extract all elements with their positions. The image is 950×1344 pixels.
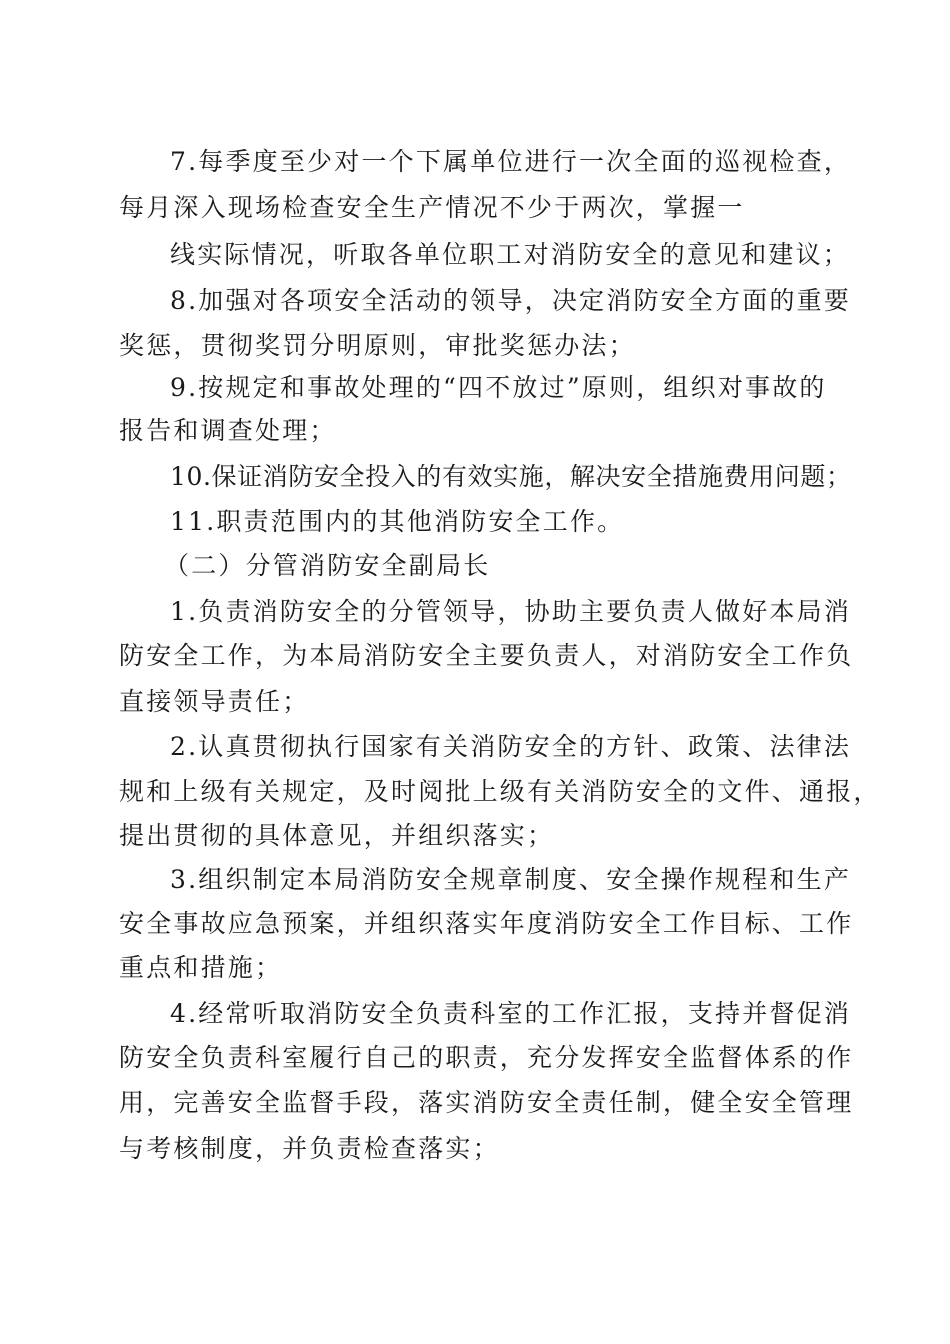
- text-line: 1.负责消防安全的分管领导，协助主要负责人做好本局消: [170, 597, 852, 626]
- text-line: 8.加强对各项安全活动的领导，决定消防安全方面的重要: [170, 286, 852, 315]
- text-line: 10.保证消防安全投入的有效实施，解决安全措施费用问题；: [170, 462, 852, 491]
- text-line: 规和上级有关规定，及时阅批上级有关消防安全的文件、通报，: [119, 777, 881, 806]
- text-line: 线实际情况，听取各单位职工对消防安全的意见和建议；: [170, 240, 851, 269]
- text-line: 4.经常听取消防安全负责科室的工作汇报，支持并督促消: [170, 999, 852, 1028]
- text-line: 2.认真贯彻执行国家有关消防安全的方针、政策、法律法: [170, 732, 852, 761]
- text-line: 7.每季度至少对一个下属单位进行一次全面的巡视检查，: [170, 147, 852, 176]
- text-line: 提出贯彻的具体意见，并组织落实；: [119, 821, 555, 850]
- text-line: 报告和调查处理；: [119, 416, 337, 445]
- text-line: 防安全工作，为本局消防安全主要负责人，对消防安全工作负: [119, 641, 854, 670]
- text-line: 用，完善安全监督手段，落实消防安全责任制，健全安全管理: [119, 1088, 854, 1117]
- text-line: 与考核制度，并负责检查落实；: [119, 1134, 500, 1163]
- text-line: 安全事故应急预案，并组织落实年度消防安全工作目标、工作: [119, 909, 854, 938]
- text-line: 防安全负责科室履行自己的职责，充分发挥安全监督体系的作: [119, 1043, 854, 1072]
- section-heading: （二）分管消防安全副局长: [164, 551, 491, 580]
- text-line: 奖惩，贯彻奖罚分明原则，审批奖惩办法；: [119, 331, 636, 360]
- text-line: 重点和措施；: [119, 953, 283, 982]
- text-line: 每月深入现场检查安全生产情况不少于两次，掌握一: [119, 193, 745, 222]
- text-line: 3.组织制定本局消防安全规章制度、安全操作规程和生产: [170, 865, 852, 894]
- text-line: 直接领导责任；: [119, 687, 310, 716]
- text-line: 11.职责范围内的其他消防安全工作。: [170, 507, 625, 536]
- text-line: 9.按规定和事故处理的“四不放过”原则，组织对事故的: [170, 373, 827, 402]
